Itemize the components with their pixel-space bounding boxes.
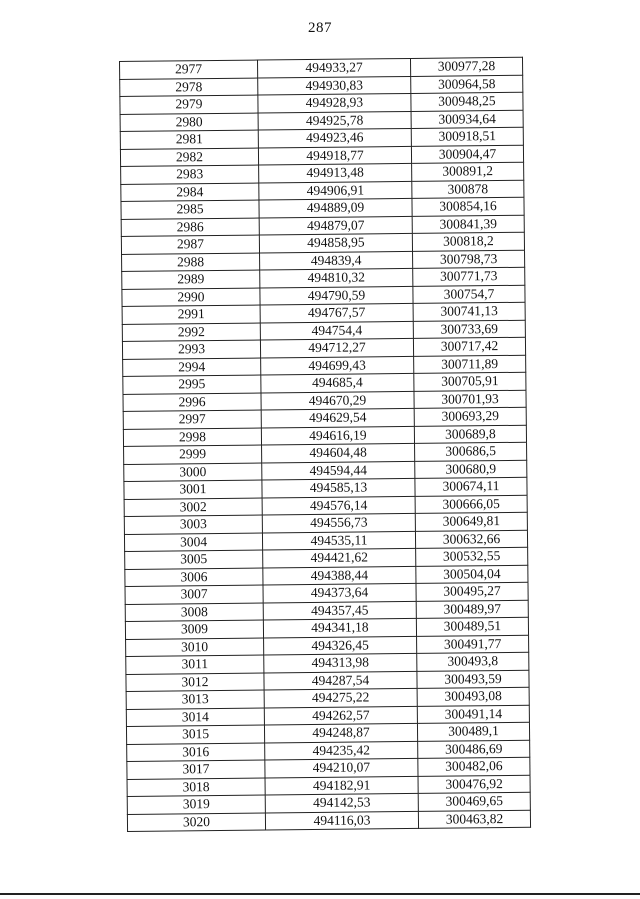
point-number-cell: 2998 — [123, 428, 261, 447]
x-coordinate-cell: 494248,87 — [264, 723, 417, 742]
y-coordinate-cell: 300686,5 — [415, 442, 527, 461]
point-number-cell: 2984 — [121, 183, 259, 202]
point-number-cell: 3009 — [125, 620, 263, 639]
x-coordinate-cell: 494116,03 — [265, 811, 418, 830]
y-coordinate-cell: 300495,27 — [416, 582, 528, 601]
point-number-cell: 3006 — [125, 568, 263, 587]
x-coordinate-cell: 494685,4 — [261, 373, 414, 392]
point-number-cell: 2978 — [120, 78, 258, 97]
x-coordinate-cell: 494421,62 — [263, 548, 416, 567]
point-number-cell: 3000 — [124, 463, 262, 482]
point-number-cell: 3018 — [127, 778, 265, 797]
x-coordinate-cell: 494712,27 — [260, 338, 413, 357]
y-coordinate-cell: 300891,2 — [412, 162, 524, 181]
x-coordinate-cell: 494790,59 — [260, 286, 413, 305]
y-coordinate-cell: 300493,08 — [417, 687, 529, 706]
x-coordinate-cell: 494275,22 — [264, 688, 417, 707]
y-coordinate-cell: 300491,77 — [417, 635, 529, 654]
x-coordinate-cell: 494373,64 — [263, 583, 416, 602]
x-coordinate-cell: 494341,18 — [263, 618, 416, 637]
point-number-cell: 3016 — [127, 743, 265, 762]
y-coordinate-cell: 300689,8 — [414, 425, 526, 444]
point-number-cell: 2985 — [121, 200, 259, 219]
y-coordinate-cell: 300964,58 — [411, 75, 523, 94]
point-number-cell: 2999 — [124, 445, 262, 464]
x-coordinate-cell: 494767,57 — [260, 303, 413, 322]
x-coordinate-cell: 494594,44 — [262, 461, 415, 480]
x-coordinate-cell: 494576,14 — [262, 496, 415, 515]
point-number-cell: 3013 — [126, 690, 264, 709]
point-number-cell: 3011 — [126, 655, 264, 674]
y-coordinate-cell: 300918,51 — [411, 127, 523, 146]
x-coordinate-cell: 494810,32 — [260, 268, 413, 287]
x-coordinate-cell: 494933,27 — [257, 58, 410, 77]
point-number-cell: 2994 — [123, 358, 261, 377]
y-coordinate-cell: 300469,65 — [418, 792, 530, 811]
point-number-cell: 3004 — [124, 533, 262, 552]
x-coordinate-cell: 494262,57 — [264, 706, 417, 725]
y-coordinate-cell: 300705,91 — [414, 372, 526, 391]
x-coordinate-cell: 494913,48 — [259, 163, 412, 182]
point-number-cell: 2982 — [120, 148, 258, 167]
x-coordinate-cell: 494142,53 — [265, 793, 418, 812]
point-number-cell: 2988 — [122, 253, 260, 272]
y-coordinate-cell: 300463,82 — [418, 810, 530, 829]
point-number-cell: 3007 — [125, 585, 263, 604]
x-coordinate-cell: 494928,93 — [258, 93, 411, 112]
x-coordinate-cell: 494930,83 — [258, 76, 411, 95]
y-coordinate-cell: 300948,25 — [411, 92, 523, 111]
point-number-cell: 2996 — [123, 393, 261, 412]
point-number-cell: 2992 — [122, 323, 260, 342]
x-coordinate-cell: 494182,91 — [265, 776, 418, 795]
point-number-cell: 2989 — [122, 270, 260, 289]
y-coordinate-cell: 300977,28 — [410, 57, 522, 76]
point-number-cell: 2986 — [121, 218, 259, 237]
coordinates-table — [119, 57, 531, 832]
point-number-cell: 3020 — [127, 813, 265, 832]
point-number-cell: 3001 — [124, 480, 262, 499]
y-coordinate-cell: 300841,39 — [412, 215, 524, 234]
point-number-cell: 2990 — [122, 288, 260, 307]
y-coordinate-cell: 300482,06 — [418, 757, 530, 776]
x-coordinate-cell: 494879,07 — [259, 216, 412, 235]
x-coordinate-cell: 494629,54 — [261, 408, 414, 427]
y-coordinate-cell: 300532,55 — [416, 547, 528, 566]
y-coordinate-cell: 300674,11 — [415, 477, 527, 496]
y-coordinate-cell: 300878 — [412, 180, 524, 199]
y-coordinate-cell: 300754,7 — [413, 285, 525, 304]
x-coordinate-cell: 494357,45 — [263, 601, 416, 620]
x-coordinate-cell: 494388,44 — [263, 566, 416, 585]
point-number-cell: 2991 — [122, 305, 260, 324]
x-coordinate-cell: 494858,95 — [259, 233, 412, 252]
x-coordinate-cell: 494925,78 — [258, 111, 411, 130]
y-coordinate-cell: 300666,05 — [415, 495, 527, 514]
y-coordinate-cell: 300934,64 — [411, 110, 523, 129]
y-coordinate-cell: 300504,04 — [416, 565, 528, 584]
point-number-cell: 3019 — [127, 795, 265, 814]
y-coordinate-cell: 300904,47 — [411, 145, 523, 164]
x-coordinate-cell: 494754,4 — [260, 321, 413, 340]
point-number-cell: 3017 — [127, 760, 265, 779]
point-number-cell: 2997 — [123, 410, 261, 429]
x-coordinate-cell: 494670,29 — [261, 391, 414, 410]
y-coordinate-cell: 300818,2 — [412, 232, 524, 251]
point-number-cell: 3002 — [124, 498, 262, 517]
point-number-cell: 2980 — [120, 113, 258, 132]
point-number-cell: 3008 — [125, 603, 263, 622]
point-number-cell: 2977 — [120, 60, 258, 79]
point-number-cell: 2979 — [120, 95, 258, 114]
x-coordinate-cell: 494699,43 — [261, 356, 414, 375]
table-body — [120, 57, 531, 831]
x-coordinate-cell: 494918,77 — [258, 146, 411, 165]
point-number-cell: 2995 — [123, 375, 261, 394]
x-coordinate-cell: 494616,19 — [261, 426, 414, 445]
x-coordinate-cell: 494585,13 — [262, 478, 415, 497]
y-coordinate-cell: 300733,69 — [413, 320, 525, 339]
point-number-cell: 2987 — [121, 235, 259, 254]
y-coordinate-cell: 300741,13 — [413, 302, 525, 321]
y-coordinate-cell: 300711,89 — [414, 355, 526, 374]
y-coordinate-cell: 300486,69 — [418, 740, 530, 759]
y-coordinate-cell: 300493,59 — [417, 670, 529, 689]
point-number-cell: 3005 — [125, 550, 263, 569]
y-coordinate-cell: 300680,9 — [415, 460, 527, 479]
x-coordinate-cell: 494604,48 — [262, 443, 415, 462]
y-coordinate-cell: 300493,8 — [417, 652, 529, 671]
point-number-cell: 3012 — [126, 673, 264, 692]
x-coordinate-cell: 494535,11 — [262, 531, 415, 550]
y-coordinate-cell: 300489,97 — [416, 600, 528, 619]
x-coordinate-cell: 494210,07 — [265, 758, 418, 777]
y-coordinate-cell: 300489,1 — [417, 722, 529, 741]
x-coordinate-cell: 494556,73 — [262, 513, 415, 532]
y-coordinate-cell: 300489,51 — [416, 617, 528, 636]
x-coordinate-cell: 494287,54 — [264, 671, 417, 690]
page-number: 287 — [308, 20, 332, 36]
y-coordinate-cell: 300476,92 — [418, 775, 530, 794]
y-coordinate-cell: 300701,93 — [414, 390, 526, 409]
y-coordinate-cell: 300771,73 — [413, 267, 525, 286]
point-number-cell: 2983 — [121, 165, 259, 184]
page-bottom-line — [0, 893, 640, 895]
x-coordinate-cell: 494906,91 — [259, 181, 412, 200]
y-coordinate-cell: 300717,42 — [413, 337, 525, 356]
x-coordinate-cell: 494235,42 — [265, 741, 418, 760]
point-number-cell: 3015 — [126, 725, 264, 744]
y-coordinate-cell: 300693,29 — [414, 407, 526, 426]
y-coordinate-cell: 300798,73 — [413, 250, 525, 269]
point-number-cell: 2981 — [120, 130, 258, 149]
point-number-cell: 3010 — [126, 638, 264, 657]
y-coordinate-cell: 300632,66 — [415, 530, 527, 549]
table-row — [127, 810, 530, 832]
y-coordinate-cell: 300854,16 — [412, 197, 524, 216]
point-number-cell: 3003 — [124, 515, 262, 534]
x-coordinate-cell: 494839,4 — [260, 251, 413, 270]
x-coordinate-cell: 494313,98 — [264, 653, 417, 672]
x-coordinate-cell: 494923,46 — [258, 128, 411, 147]
point-number-cell: 2993 — [122, 340, 260, 359]
y-coordinate-cell: 300491,14 — [417, 705, 529, 724]
y-coordinate-cell: 300649,81 — [415, 512, 527, 531]
point-number-cell: 3014 — [126, 708, 264, 727]
x-coordinate-cell: 494889,09 — [259, 198, 412, 217]
x-coordinate-cell: 494326,45 — [264, 636, 417, 655]
